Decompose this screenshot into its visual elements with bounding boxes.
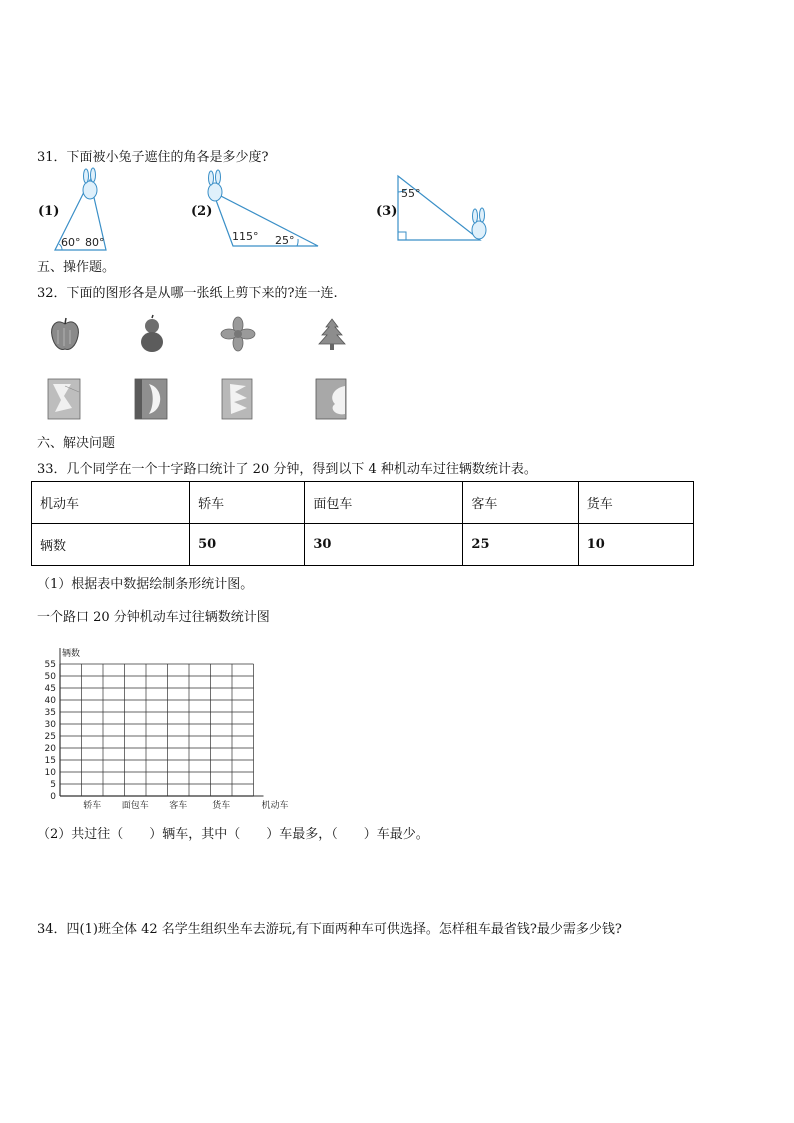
table-cell: 10 xyxy=(578,524,693,566)
tree-shape-icon xyxy=(316,318,348,352)
triangle-3-shape xyxy=(398,176,480,240)
x-tick-label: 货车 xyxy=(212,801,231,811)
paper-2-shape-icon xyxy=(134,378,168,420)
q34-title: 34．四(1)班全体 42 名学生组织坐车去游玩,有下面两种车可供选择。怎样租车最省钱?最少需多少钱? xyxy=(37,922,622,937)
table-cell: 机动车 xyxy=(32,482,190,524)
q33-title: 33．几个同学在一个十字路口统计了 20 分钟，得到以下 4 种机动车过往辆数统计表。 xyxy=(37,462,537,477)
y-tick-label: 20 xyxy=(44,744,56,754)
y-tick-label: 0 xyxy=(50,792,56,802)
triangle-2 xyxy=(205,172,323,250)
table-cell: 30 xyxy=(305,524,463,566)
y-tick-label: 55 xyxy=(44,660,56,670)
bar-chart-grid[interactable] xyxy=(30,634,310,814)
paper-1-shape-icon xyxy=(47,378,81,420)
q33-sub1: （1）根据表中数据绘制条形统计图。 xyxy=(37,577,254,592)
y-tick-label: 40 xyxy=(44,696,56,706)
table-cell: 面包车 xyxy=(305,482,463,524)
triangle-3 xyxy=(395,172,495,248)
table-row xyxy=(32,524,694,566)
apple-shape-icon xyxy=(50,316,80,352)
table-header-row xyxy=(32,482,694,524)
angle-2b: 25° xyxy=(275,234,295,247)
y-tick-label: 15 xyxy=(44,756,56,766)
y-tick-label: 45 xyxy=(44,684,56,694)
table-cell: 轿车 xyxy=(190,482,305,524)
angle-3a: 55° xyxy=(401,187,421,200)
paper-3-shape-icon xyxy=(221,378,253,420)
q31-label-2: (2) xyxy=(191,204,213,219)
table-cell: 货车 xyxy=(578,482,693,524)
q31-label-3: (3) xyxy=(376,204,398,219)
section-5-heading: 五、操作题。 xyxy=(37,260,116,275)
x-tick-label: 轿车 xyxy=(83,801,102,811)
x-axis-label: 机动车 xyxy=(261,801,289,811)
y-tick-label: 50 xyxy=(44,672,56,682)
section-6-heading: 六、解决问题 xyxy=(37,436,116,451)
table-cell: 辆数 xyxy=(32,524,190,566)
angle-2a: 115° xyxy=(232,230,259,243)
table-cell: 25 xyxy=(463,524,578,566)
q31-title: 31．下面被小兔子遮住的角各是多少度? xyxy=(37,150,269,165)
gourd-shape-icon xyxy=(137,316,167,354)
y-tick-label: 5 xyxy=(50,780,56,790)
y-tick-label: 35 xyxy=(44,708,56,718)
rabbit-icon xyxy=(83,168,97,199)
y-tick-label: 25 xyxy=(44,732,56,742)
triangle-2-shape xyxy=(213,192,318,246)
x-tick-label: 客车 xyxy=(169,801,188,811)
y-tick-label: 10 xyxy=(44,768,56,778)
rabbit-icon xyxy=(472,208,486,239)
chart-title: 一个路口 20 分钟机动车过往辆数统计图 xyxy=(37,610,270,625)
q32-title: 32．下面的图形各是从哪一张纸上剪下来的?连一连. xyxy=(37,286,338,301)
rabbit-icon xyxy=(208,170,222,201)
table-cell: 客车 xyxy=(463,482,578,524)
paper-4-shape-icon xyxy=(315,378,347,420)
triangle-1 xyxy=(50,168,120,252)
angle-1b: 80° xyxy=(85,236,105,249)
x-tick-label: 面包车 xyxy=(121,801,149,811)
y-axis-label: 辆数 xyxy=(62,649,81,659)
table-cell: 50 xyxy=(190,524,305,566)
q31-label-1: (1) xyxy=(38,204,60,219)
angle-1a: 60° xyxy=(61,236,81,249)
flower-shape-icon xyxy=(221,317,255,351)
q33-sub2: （2）共过往（ ）辆车，其中（ ）车最多，（ ）车最少。 xyxy=(37,827,429,842)
stats-table xyxy=(31,481,694,566)
y-tick-label: 30 xyxy=(44,720,56,730)
